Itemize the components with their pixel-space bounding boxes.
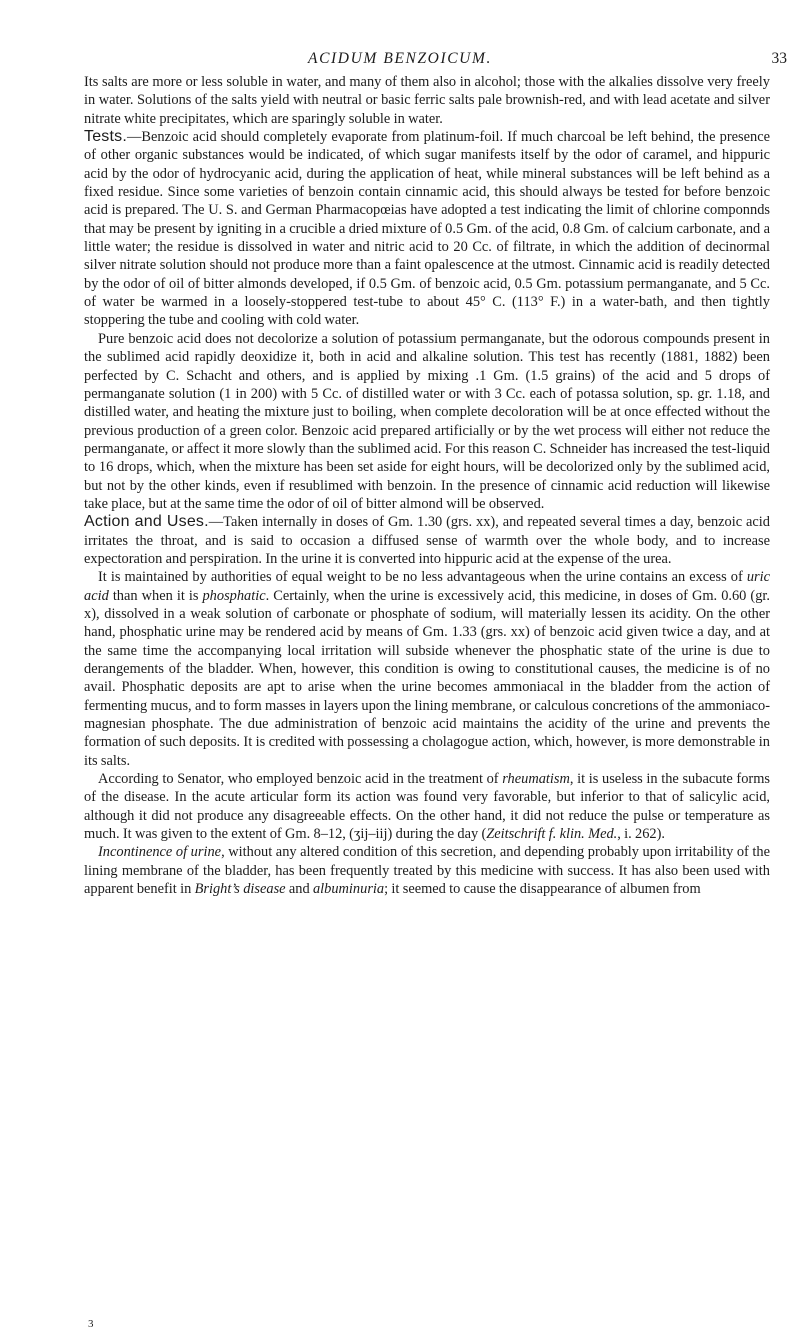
text-run: , it is useless in the subacute forms of the disease. In the acute articular form its action was found very favorable, but inferior to that of salicylic acid, although it did not produce any disagreeable effects. On the other hand, it did not reduce the pulse or temperature as much. It was given to the extent of Gm. 8–12, (ʒij–iij) during the day ( [84, 771, 771, 843]
rheumatism-paragraph [84, 770, 770, 843]
signature-mark: 3 [88, 1318, 94, 1330]
urine-acidity-paragraph [84, 568, 770, 770]
tests-heading: Tests. [84, 128, 127, 146]
italic-term: Bright’s disease [194, 881, 286, 898]
text-run: ; it seemed to cause the disappearance of albumen from [384, 881, 701, 898]
italic-term: phosphatic [202, 587, 266, 604]
text-run: than when it is [108, 587, 203, 604]
text-run: According to Senator, who employed benzoic acid in the treatment of [98, 771, 503, 788]
page-number: 33 [771, 50, 787, 67]
permanganate-paragraph: Pure benzoic acid does not decolorize a solution of potassium permanganate, but the odorous compounds present in the sublimed acid rapidly deoxidize it, both in acid and alkaline solution. This test has recently (1881, 1882) been perfected by C. Schacht and others, and is applied by mixing .1 Gm. (1.5 grains) of the acid and 5 drops of permanganate solution (1 in 200) with 5 Cc. of distilled water or with 3 Cc. each of potassa solution, sp. gr. 1.18, and distilled water, and heating the mixture just to boiling, when complete decoloration will be at once effected without the previous production of a green color. Benzoic acid prepared artificially or by the wet process will either not reduce the permanganate, or affect it more slowly than the sublimed acid. For this reason C. Schneider has increased the test-liquid to 16 drops, which, when the mixture has been set aside for eight hours, will be decolorized only by the sublimed acid, but not by the other kinds, even if resublimed with benzoin. In the presence of cinnamic acid reduction will likewise take place, but at the same time the odor of oil of bitter almond will be observed. [84, 330, 770, 512]
incontinence-paragraph [84, 843, 770, 898]
tests-text: —Benzoic acid should completely evaporate from platinum-foil. If much charcoal be left behind, the presence of other organic substances would be indicated, of which sugar manifests itself by the odor of caramel, and hippuric acid by the odor of hydrocyanic acid, during the application of heat, while mineral substances will be left behind as a fixed residue. Since some varieties of benzoin contain cinnamic acid, this should always be tested for before benzoic acid is prepared. The U. S. and German Pharmacopœias have adopted a test indicating the limit of chlorine componnds that may be present by igniting in a crucible a dried mixture of 0.5 Gm. of the acid, 0.8 Gm. of calcium carbonate, and a little water; the residue is dissolved in water and nitric acid to 20 Cc. of filtrate, in which the addition of decinormal silver nitrate solution should not produce more than a faint opalescence at the utmost. Cinnamic acid is readily detected by the odor of oil of bitter almonds developed, if 0.5 Gm. of benzoic acid, 0.5 Gm. potassium permanganate, and 5 Cc. of water be warmed in a loosely-stoppered test-tube to about 45° C. (113° F.) in a water-bath, and then tightly stoppering the tube and cooling with cold water. [84, 129, 770, 329]
running-title: ACIDUM BENZOICUM. [308, 50, 492, 67]
italic-term: albuminuria [312, 881, 385, 898]
text-run: , i. 262). [617, 826, 666, 843]
text-run: , without any altered condition of this secretion, and depending probably upon irritability of the lining membrane of the bladder, has been frequently treated by this medicine with success. It has also been used with apparent benefit in [84, 844, 770, 898]
body-text [84, 73, 770, 898]
text-run: It is maintained by authorities of equal weight to be no less advantageous when the urine contains an excess of [98, 569, 747, 586]
tests-paragraph [84, 128, 770, 330]
text-run: and [285, 881, 313, 898]
italic-term: uric acid [84, 569, 770, 604]
action-text: —Taken internally in doses of Gm. 1.30 (grs. xx), and repeated several times a day, benzoic acid irritates the throat, and is said to occasion a diffused sense of warmth over the whole body, and to increase expectoration and perspiration. In the urine it is converted into hippuric acid at the expense of the urea. [84, 514, 770, 567]
italic-term: Incontinence of urine [98, 844, 222, 861]
citation-title: Zeitschrift f. klin. Med. [486, 826, 618, 843]
text-run: . Certainly, when the urine is excessively acid, this medicine, in doses of Gm. 0.60 (gr. x), dissolved in a weak solution of carbonate or phosphate of sodium, will materially lessen its acidity. On the other hand, phosphatic urine may be rendered acid by means of Gm. 1.33 (grs. xx) of benzoic acid given twice a day, and at the same time the accompanying local irritation will subside whenever the phosphatic state of the urine is due to derangements of the bladder. When, however, this condition is owing to constitutional causes, the medicine is of no avail. Phosphatic deposits are apt to arise when the urine becomes ammoniacal in the bladder from the action of fermenting mucus, and to form masses in layers upon the lining membrane, or calculous concretions of the ammoniaco-magnesian phosphate. The due administration of benzoic acid maintains the acidity of the urine and prevents the formation of such deposits. It is credited with possessing a cholagogue action, which, however, is more demonstrable in its salts. [84, 587, 770, 769]
action-paragraph [84, 513, 770, 568]
intro-paragraph: Its salts are more or less soluble in water, and many of them also in alcohol; those with the alkalies dissolve very freely in water. Solutions of the salts yield with neutral or basic ferric salts pale brownish-red, and with lead acetate and silver nitrate white precipitates, which are sparingly soluble in water. [84, 74, 770, 127]
italic-term: rheumatism [502, 771, 570, 788]
action-uses-heading: Action and Uses. [84, 513, 209, 531]
